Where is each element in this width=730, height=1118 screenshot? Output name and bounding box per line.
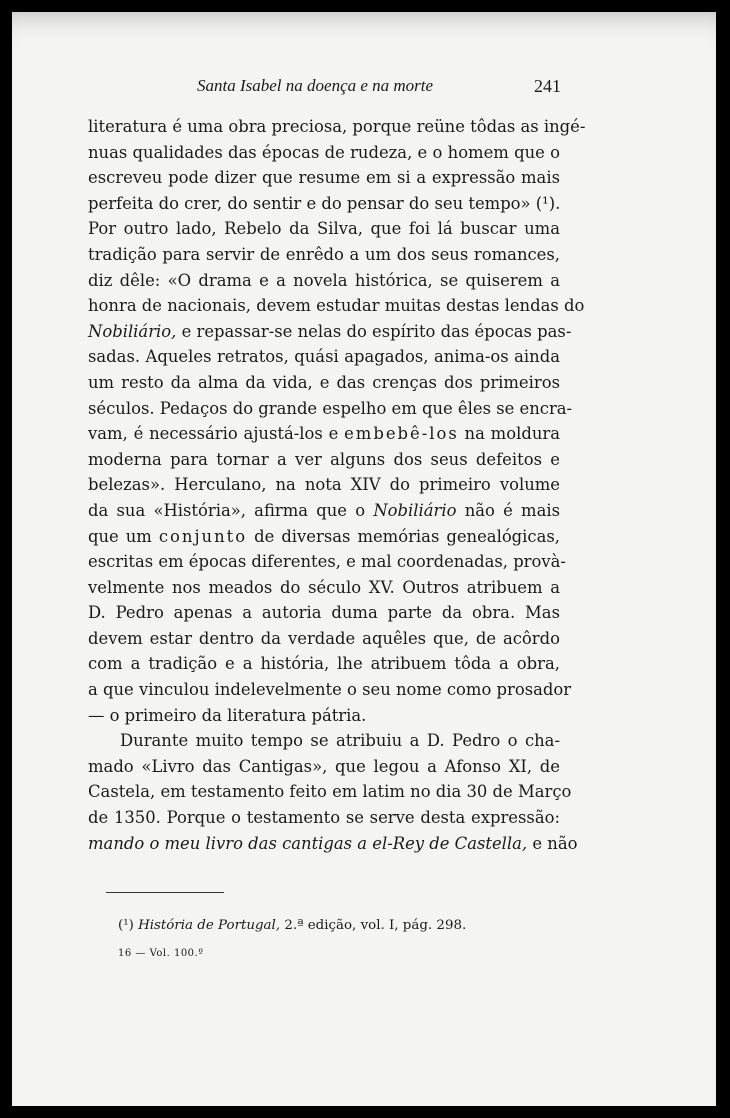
text-line: nuas qualidades das épocas de rudeza, e o homem que o [88,142,560,162]
text-line [88,319,572,345]
text-line: a que vinculou indelevelmente o seu nome como prosador [88,680,572,700]
text-line: perfeita do crer, do sentir e do pensar do seu tempo» (¹). [88,193,561,213]
book-title-italic: Nobiliário [373,500,457,520]
text-line: Castela, em testamento feito em latim no dia 30 de Março [88,782,572,802]
text-line: moderna para tornar a ver alguns dos seus defeitos e [88,449,560,469]
book-title-italic: Nobiliário, [88,321,177,341]
text-line: diz dêle: «O drama e a novela histórica, se quiserem a [88,270,560,290]
text-line: Durante muito tempo se atribuiu a D. Pedro o cha- [120,731,560,751]
text-line: com a tradição e a história, lhe atribuem tôda a obra, [88,654,560,674]
text-line: de 1350. Porque o testamento se serve desta expressão: [88,808,560,828]
text-line: tradição para servir de enrêdo a um dos seus romances, [88,244,560,264]
spaced-word: conjunto [158,526,248,546]
text-line [88,524,560,550]
text-fragment: que um [88,526,159,546]
page-number: 241 [534,76,561,96]
text-line [88,831,578,857]
running-title: Santa Isabel na doença e na morte [197,76,434,95]
text-line: devem estar dentro da verdade aquêles que, de acôrdo [88,628,560,648]
text-line: D. Pedro apenas a autoria duma parte da obra. Mas [88,603,560,623]
text-line: sadas. Aqueles retratos, quási apagados, anima-os ainda [88,347,560,367]
text-fragment: e repassar-se nelas do espírito das épocas pas- [176,321,572,341]
text-fragment: de diversas memórias genealógicas, [247,526,560,546]
footnote-book-title: História de Portugal, [138,918,281,933]
footnote [118,918,466,933]
footnote-rule [106,892,224,893]
text-line [88,498,560,524]
text-line: mado «Livro das Cantigas», que legou a Afonso XI, de [88,756,560,776]
text-line: um resto da alma da vida, e das crenças dos primeiros [88,372,560,392]
text-line: literatura é uma obra preciosa, porque reüne tôdas as ingé- [88,117,586,136]
text-line: escritas em épocas diferentes, e mal coordenadas, provà- [88,552,566,572]
text-fragment: da sua «História», afirma que o [88,500,374,520]
footnote-text: 2.ª edição, vol. I, pág. 298. [280,918,467,933]
text-line: belezas». Herculano, na nota XIV do primeiro volume [88,475,560,495]
page-header [12,76,716,100]
text-line: honra de nacionais, devem estudar muitas destas lendas do [88,296,585,316]
book-page [12,12,716,1106]
text-fragment: vam, é necessário ajustá-los e [88,424,345,444]
footnote-marker: (¹) [118,918,134,933]
text-fragment: na moldura [458,424,560,444]
text-line: escreveu pode dizer que resume em si a expressão mais [88,168,560,188]
text-line: séculos. Pedaços do grande espelho em que êles se encra- [88,398,573,418]
text-line [88,421,560,447]
spaced-word: embebê-los [344,424,459,444]
text-line: velmente nos meados do século XV. Outros atribuem a [88,577,560,597]
printer-signature: 16 — Vol. 100.º [118,948,204,959]
text-fragment: não é mais [456,500,560,520]
text-line: — o primeiro da literatura pátria. [88,705,367,725]
text-fragment: e não [527,833,578,853]
text-line: Por outro lado, Rebelo da Silva, que foi lá buscar uma [88,219,560,239]
quotation-italic: mando o meu livro das cantigas a el-Rey de Castella, [88,833,528,853]
body-text [88,114,586,856]
